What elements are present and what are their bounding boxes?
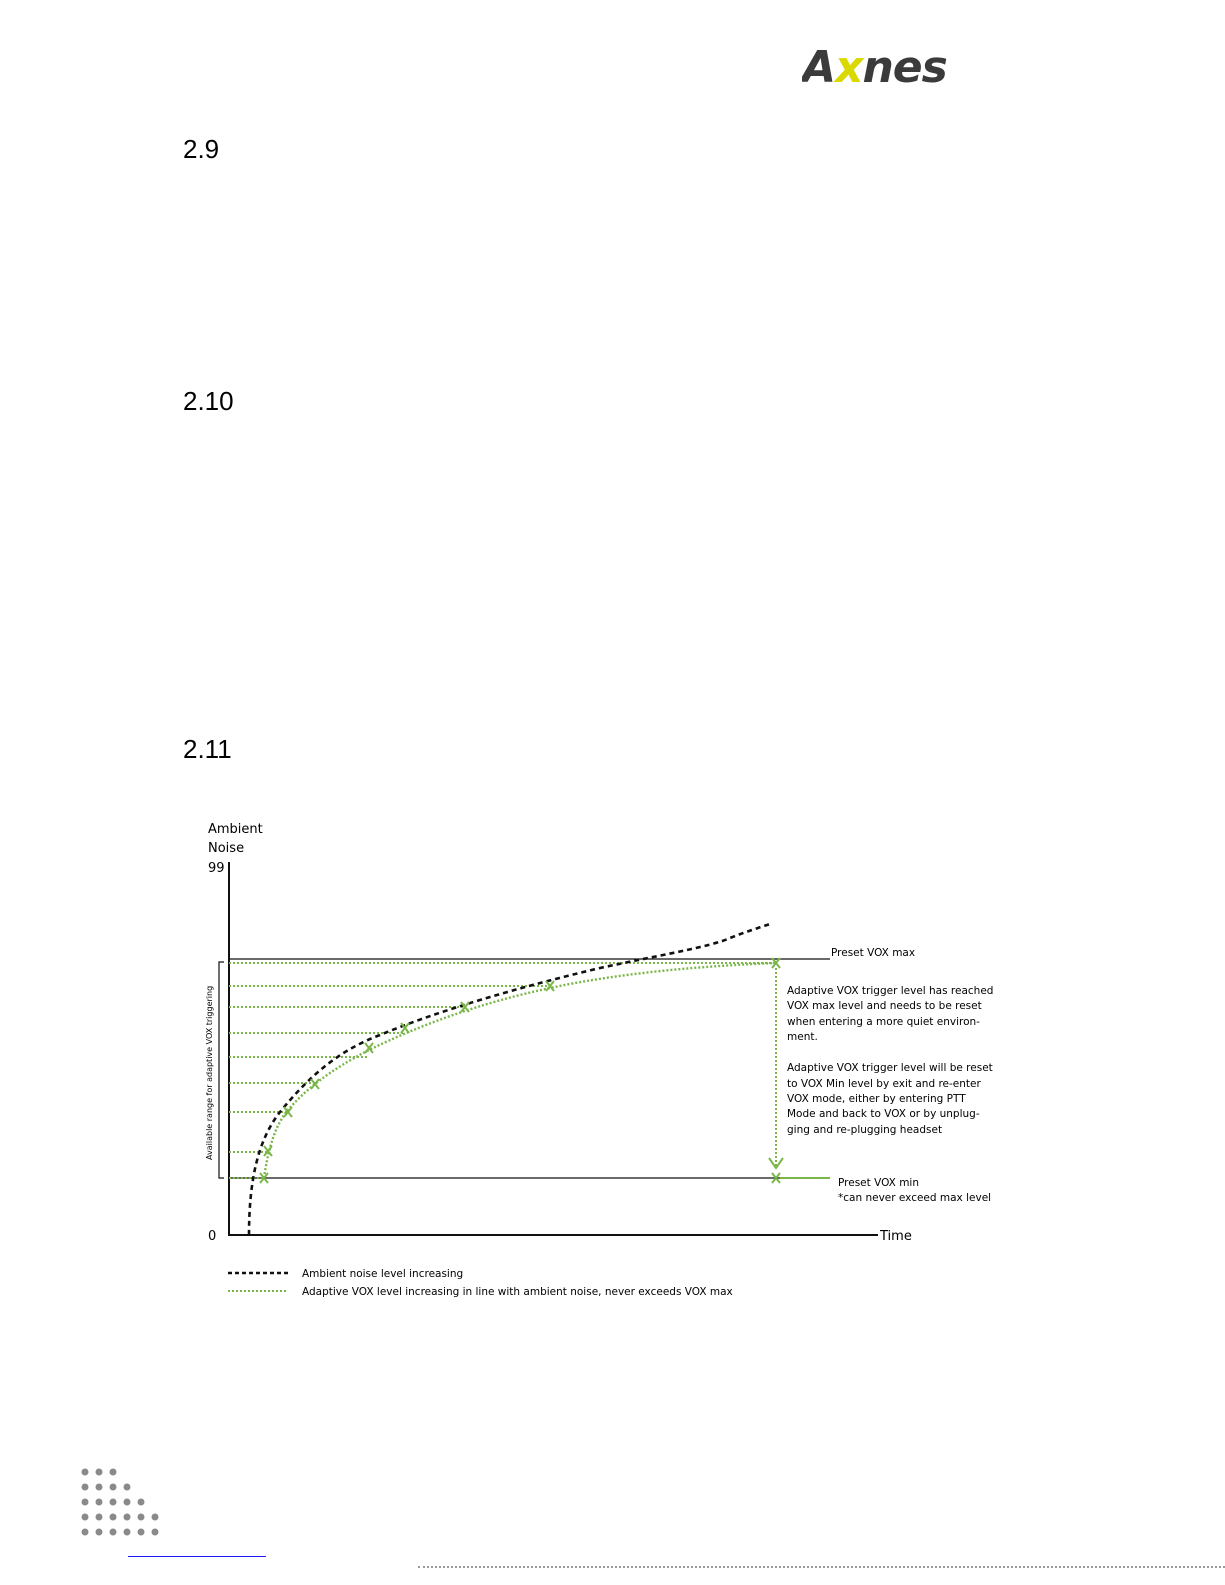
reset-arrow-head	[769, 1158, 783, 1168]
ambient-noise-curve	[249, 924, 770, 1235]
y-axis-title-line2: Noise	[208, 841, 245, 856]
note2-line2: to VOX Min level by exit and re-enter	[787, 1078, 981, 1090]
y-axis-title-line1: Ambient	[208, 822, 263, 837]
preset-min-label: Preset VOX min	[838, 1177, 920, 1189]
section-number-2-11: 2.11	[183, 734, 232, 764]
note2-line3: VOX mode, either by entering PTT	[787, 1093, 966, 1105]
note2-line5: ging and re-plugging headset	[787, 1124, 943, 1136]
note1-line3: when entering a more quiet environ-	[787, 1016, 980, 1028]
note1-line1: Adaptive VOX trigger level has reached	[787, 985, 994, 997]
y-min-label: 0	[208, 1229, 217, 1244]
svg-text:Axnes: Axnes	[802, 46, 947, 88]
vox-step-markers	[260, 958, 780, 1183]
section-number-2-10: 2.10	[183, 386, 234, 416]
legend-label-ambient: Ambient noise level increasing	[302, 1268, 464, 1280]
footer-divider	[418, 1566, 1225, 1568]
section-number-2-9: 2.9	[183, 134, 220, 164]
y-max-label: 99	[208, 861, 225, 876]
note2-line1: Adaptive VOX trigger level will be reset	[787, 1062, 993, 1074]
adaptive-vox-curve	[264, 963, 776, 1178]
range-bracket	[219, 962, 224, 1178]
note1-line4: ment.	[787, 1031, 818, 1043]
green-step-lines	[229, 963, 776, 1178]
legend-label-adaptive: Adaptive VOX level increasing in line with ambient noise, never exceeds VOX max	[302, 1286, 733, 1298]
preset-min-note: *can never exceed max level	[838, 1192, 992, 1204]
note1-line2: VOX max level and needs to be reset	[787, 1000, 982, 1012]
note2-line4: Mode and back to VOX or by unplug-	[787, 1108, 980, 1120]
x-axis-label: Time	[880, 1229, 912, 1244]
footer-dot-pattern	[78, 1466, 168, 1546]
footer-link-underline	[128, 1556, 266, 1557]
bracket-label: Available range for adaptive VOX triggering	[205, 985, 214, 1160]
preset-max-label: Preset VOX max	[831, 947, 916, 959]
